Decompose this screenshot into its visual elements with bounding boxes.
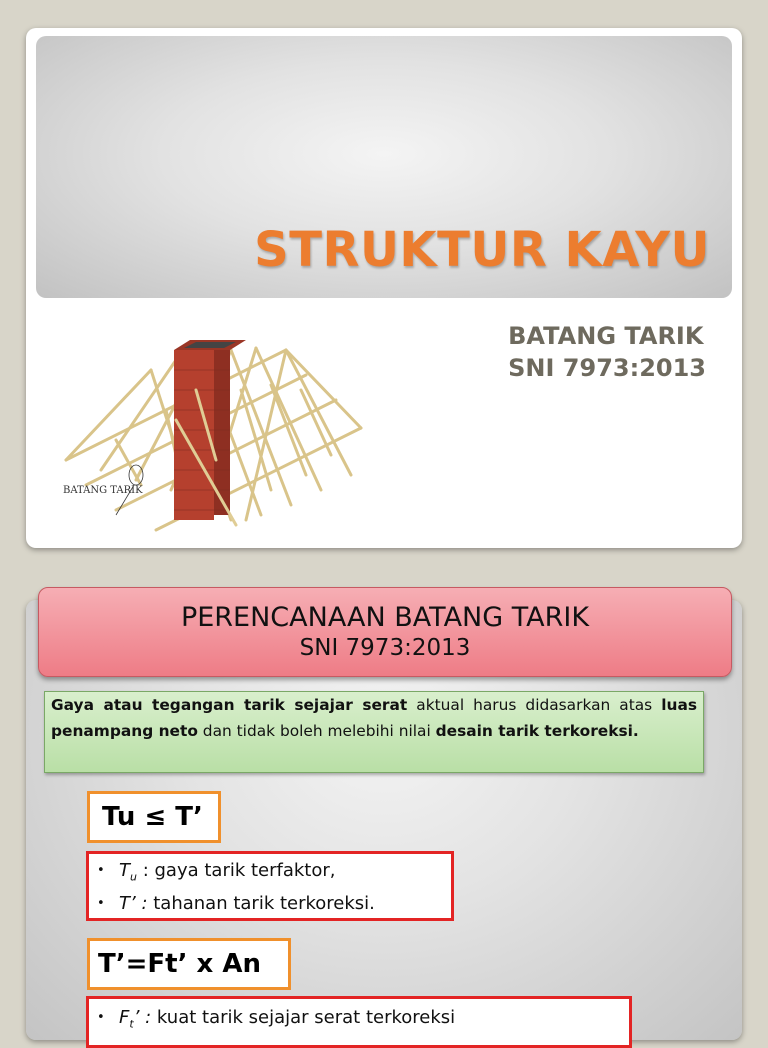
figure-label: BATANG TARIK	[63, 485, 143, 496]
section-header	[38, 587, 732, 677]
variable-list-2	[86, 996, 632, 1048]
equation-tension-check: Tu ≤ T’	[87, 791, 221, 843]
subtitle-line-1: BATANG TARIK	[508, 322, 704, 350]
list-item	[89, 891, 451, 917]
body-bold-3: luas penampang neto	[51, 696, 697, 740]
body-text-2: aktual harus didasarkan atas	[407, 696, 662, 714]
body-bold-5: desain tarik terkoreksi.	[435, 722, 639, 740]
subtitle-line-2: SNI 7973:2013	[508, 354, 706, 382]
title-slide	[26, 28, 742, 548]
header-subtitle: SNI 7973:2013	[299, 635, 471, 661]
list-item	[89, 858, 451, 891]
variable-list-1	[86, 851, 454, 921]
body-bold-1: Gaya atau tegangan tarik sejajar serat	[51, 696, 408, 714]
header-title: PERENCANAAN BATANG TARIK	[180, 602, 590, 633]
equation-tension-capacity: T’=Ft’ x An	[87, 938, 291, 990]
symbol: F	[119, 1007, 130, 1028]
body-text-4: dan tidak boleh melebihi nilai	[197, 722, 436, 740]
symbol-suffix: ’ :	[133, 1007, 152, 1028]
bullet-icon: •	[97, 863, 105, 878]
symbol-subscript: t	[129, 1017, 134, 1031]
roof-truss-illustration	[56, 310, 376, 540]
symbol: T’ :	[119, 892, 148, 914]
definition: : gaya tarik terfaktor,	[136, 860, 336, 881]
symbol-subscript: u	[130, 870, 137, 884]
slide-title: STRUKTUR KAYU	[254, 222, 710, 278]
bullet-icon: •	[97, 895, 105, 911]
definition-box	[44, 691, 704, 773]
list-item	[89, 1005, 629, 1038]
definition: kuat tarik sejajar serat terkoreksi	[151, 1007, 456, 1028]
bullet-icon: •	[97, 1010, 105, 1025]
definition: tahanan tarik terkoreksi.	[147, 892, 375, 914]
symbol: T	[119, 860, 130, 881]
slide-subtitle	[508, 320, 706, 384]
